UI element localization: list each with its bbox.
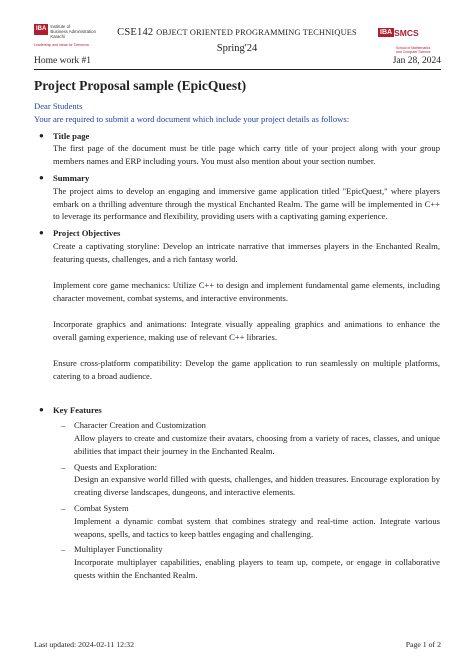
last-updated: Last updated: 2024-02-11 12:32	[34, 640, 134, 649]
bullet-icon: ●	[39, 172, 44, 182]
iba-logo-mark: IBA	[34, 24, 48, 35]
page-number: Page 1 of 2	[405, 640, 441, 649]
section-heading: Key Features	[53, 405, 102, 416]
semester: Spring'24	[216, 43, 258, 54]
feature-text: Allow players to create and customize their avatars, choosing from a variety of races, classes, and unique abilities that impact their journey in the Enchanted Realm.	[74, 432, 440, 456]
feature-text: Incorporate multiplayer capabilities, enabling players to team up, compete, or engage in collaborative quests within the Enchanted Realm.	[74, 557, 440, 580]
header-rule	[34, 69, 441, 70]
section-text: The project aims to develop an engaging and immersive game application titled "EpicQuest," where players embark on a thrilling adventure through the mystical Enchanted Realm. The game will be implemented in C++ to leverage its performance and flexibility, providing users with a captivating gaming experience.	[53, 185, 440, 222]
bullet-icon: ●	[39, 130, 44, 140]
section-text: The first page of the document must be title page which carry title of your project along with your group members names and ERP including yours. You must also mention about your section number.	[53, 143, 440, 167]
smcs-logo	[378, 28, 440, 54]
bullet-icon: ●	[39, 228, 44, 238]
feature-name: Character Creation and Customization	[74, 420, 206, 431]
greeting: Dear Students	[34, 101, 83, 111]
objective-text: Implement core game mechanics: Utilize C++ to design and implement fundamental game elements, including character movement, combat systems, and interactive environments.	[53, 280, 440, 303]
iba-logo-text: Institute of Business Administration Karachi	[50, 24, 96, 39]
smcs-logo-sub: School of Mathematics and Computer Science	[396, 46, 431, 54]
bullet-icon: ●	[39, 405, 44, 415]
section-features	[34, 404, 440, 581]
dash-icon: –	[61, 502, 66, 513]
dash-icon: –	[61, 544, 66, 555]
iba-logo-motto: Leadership and Ideas for Tomorrow	[34, 43, 89, 47]
section-heading: Title page	[53, 130, 90, 141]
section-summary	[34, 172, 440, 223]
section-title-page	[34, 130, 440, 168]
feature-name: Combat System	[74, 502, 129, 513]
intro-text: Your are required to submit a word document which include your project details as follows:	[34, 113, 350, 124]
course-code: CSE142	[117, 27, 154, 38]
dash-icon: –	[61, 461, 66, 472]
feature-item	[53, 502, 440, 540]
feature-item	[53, 419, 440, 457]
date-label: Jan 28, 2024	[392, 56, 441, 66]
smcs-logo-name: SMCS	[394, 28, 419, 38]
objective-text: Ensure cross-platform compatibility: Develop the game application to run seamlessly on multiple platforms, catering to a broad audience.	[53, 358, 440, 382]
feature-item	[53, 461, 440, 499]
feature-name: Quests and Exploration:	[74, 461, 158, 472]
section-heading: Summary	[53, 172, 90, 183]
page-title: Project Proposal sample (EpicQuest)	[34, 78, 247, 93]
course-name: OBJECT ORIENTED PROGRAMMING TECHNIQUES	[156, 28, 357, 37]
feature-text: Design an expansive world filled with quests, challenges, and hidden treasures. Encourage exploration by creating diverse landscapes, dungeons, and interactive elements.	[74, 474, 440, 498]
section-objectives	[34, 227, 440, 396]
feature-text: Implement a dynamic combat system that combines strategy and real-time action. Integrate various weapons, spells, and tactics to keep battles engaging and challenging.	[74, 515, 440, 539]
smcs-logo-mark: IBA	[380, 29, 393, 36]
section-heading: Project Objectives	[53, 228, 121, 239]
objective-text: Create a captivating storyline: Develop an intricate narrative that immerses players in the Enchanted Realm, featuring quests, challenges, and a rich fantasy world.	[53, 240, 440, 264]
dash-icon: –	[61, 420, 66, 431]
objective-text: Incorporate graphics and animations: Integrate visually appealing graphics and animations to enhance the overall gaming experience, making use of relevant C++ libraries.	[53, 319, 440, 342]
homework-label: Home work #1	[34, 56, 91, 66]
document-body	[34, 100, 440, 582]
feature-name: Multiplayer Functionality	[74, 544, 163, 555]
feature-item	[53, 543, 440, 581]
